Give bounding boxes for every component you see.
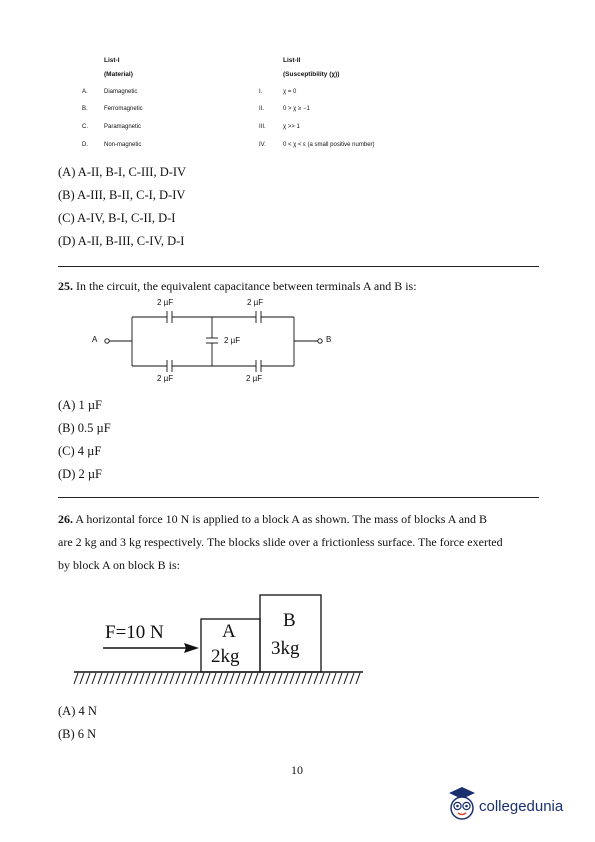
- block-a-mass: 2kg: [211, 646, 240, 667]
- list1-key: B.: [82, 106, 88, 112]
- list1-item: Non-magnetic: [104, 142, 142, 148]
- q26-line2: are 2 kg and 3 kg respectively. The blocks slide over a frictionless surface. The force exerted: [58, 535, 503, 549]
- list1-key: C.: [82, 124, 88, 130]
- q24-option-b: (B) A-III, B-II, C-I, D-IV: [58, 188, 186, 202]
- capacitor-bottom-left-label: 2 µF: [157, 374, 174, 383]
- q25-number: 25.: [58, 279, 73, 293]
- q25-option-a: (A) 1 µF: [58, 398, 103, 412]
- list2-key: II.: [259, 106, 265, 112]
- capacitor-bottom-right-label: 2 µF: [246, 374, 263, 383]
- list2-title: List-II: [283, 57, 301, 64]
- collegedunia-logo: [446, 784, 586, 830]
- q25-option-b: (B) 0.5 µF: [58, 421, 111, 435]
- list2-key: IV.: [259, 142, 266, 148]
- graduate-owl-icon: [446, 784, 478, 824]
- q25-option-c: (C) 4 µF: [58, 444, 102, 458]
- q25-text: In the circuit, the equivalent capacitance between terminals A and B is:: [76, 279, 417, 293]
- list2-key: I.: [259, 89, 263, 95]
- capacitor-middle-label: 2 µF: [224, 336, 241, 345]
- terminal-b-label: B: [326, 335, 332, 344]
- capacitor-top-right-label: 2 µF: [247, 298, 264, 307]
- list1-key: A.: [82, 89, 88, 95]
- q24-option-a: (A) A-II, B-I, C-III, D-IV: [58, 165, 187, 179]
- ground-hatching: [74, 673, 360, 684]
- list2-item: 0 > χ ≥ −1: [283, 106, 310, 112]
- list1-key: D.: [82, 142, 88, 148]
- list1-item: Diamagnetic: [104, 89, 138, 95]
- brand-name: collegedunia: [479, 798, 564, 815]
- q25-option-d: (D) 2 µF: [58, 467, 103, 481]
- q26-line3: by block A on block B is:: [58, 558, 181, 572]
- list2-subtitle: (Susceptibility (χ)): [283, 71, 340, 78]
- q24-option-d: (D) A-II, B-III, C-IV, D-I: [58, 234, 185, 248]
- list1-title: List-I: [104, 57, 120, 64]
- q24-option-c: (C) A-IV, B-I, C-II, D-I: [58, 211, 176, 225]
- capacitor-top-left-label: 2 µF: [157, 298, 174, 307]
- list1-subtitle: (Material): [104, 71, 133, 78]
- force-label: F=10 N: [105, 622, 164, 643]
- list1-item: Ferromagnetic: [104, 106, 143, 112]
- page-number: 10: [291, 763, 303, 777]
- terminal-a-label: A: [92, 335, 98, 344]
- list2-key: III.: [259, 124, 266, 130]
- list2-item: 0 < χ < ε (a small positive number): [283, 142, 375, 148]
- block-b-name: B: [283, 610, 296, 631]
- list2-item: χ = 0: [283, 89, 297, 95]
- block-a-name: A: [222, 621, 236, 642]
- list2-item: χ >> 1: [283, 124, 300, 130]
- force-arrow-head: [184, 643, 199, 653]
- block-b-mass: 3kg: [271, 638, 300, 659]
- q26-option-b: (B) 6 N: [58, 727, 97, 741]
- q26-option-a: (A) 4 N: [58, 704, 97, 718]
- block-b: [260, 595, 321, 672]
- list1-item: Paramagnetic: [104, 124, 142, 130]
- q26-number: 26.: [58, 512, 73, 526]
- q26-line1: A horizontal force 10 N is applied to a block A as shown. The mass of blocks A and B: [75, 512, 488, 526]
